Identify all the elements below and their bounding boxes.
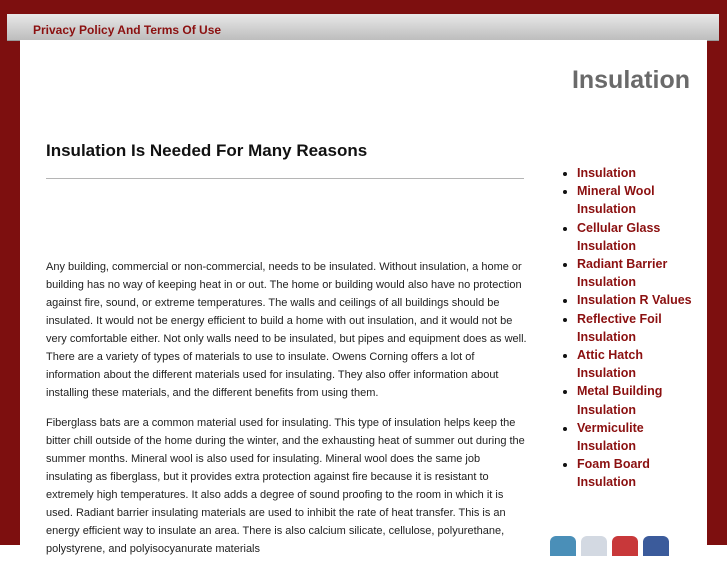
article-paragraph: Fiberglass bats are a common material used for insulating. This type of insulation helps keep the bitter chill outside of the home during the winter, and the exhausting heat of summer out during the summer months. Mineral wool is also used for insulating. Mineral wool does the same job insulating as fiberglass, but it provides extra protection against fire because it is resistant to extremely high temperatures. It also adds a degree of sound proofing to the room in which it is used. Radiant barrier insulating materials are used to inhibit the rate of heat transfer. This is an energy efficient way to insulate an area. There is also calcium silicate, cellulose, polyurethane, polystyrene, and polyisocyanurate materials <box>46 417 525 555</box>
title-divider <box>46 178 524 179</box>
sidebar-item <box>577 291 699 309</box>
sidebar-link-mineral-wool[interactable]: Mineral Wool Insulation <box>577 184 655 217</box>
twitter-icon[interactable] <box>550 536 576 556</box>
sidebar-item <box>577 219 699 255</box>
article-body <box>46 258 528 570</box>
stumbleupon-icon[interactable] <box>581 536 607 556</box>
sidebar-nav <box>559 164 699 492</box>
content-panel <box>20 40 707 555</box>
sidebar-link-vermiculite[interactable]: Vermiculite Insulation <box>577 420 644 454</box>
sidebar-link-reflective-foil[interactable]: Reflective Foil Insulation <box>577 311 662 344</box>
facebook-icon[interactable] <box>643 536 669 556</box>
social-icons <box>550 536 674 556</box>
sidebar-item <box>577 182 699 218</box>
sidebar-item <box>577 255 699 291</box>
sidebar-item <box>577 164 699 182</box>
post-title: Insulation Is Needed For Many Reasons <box>46 141 368 160</box>
sidebar-item <box>577 310 699 346</box>
sidebar-link-metal-building[interactable]: Metal Building Insulation <box>577 384 663 417</box>
sidebar-item <box>577 455 699 491</box>
sidebar-item <box>577 419 699 455</box>
sidebar-link-cellular-glass[interactable]: Cellular Glass Insulation <box>577 220 661 253</box>
sidebar-item <box>577 382 699 418</box>
privacy-policy-link[interactable]: Privacy Policy And Terms Of Use <box>33 23 222 37</box>
sidebar-link-attic-hatch[interactable]: Attic Hatch Insulation <box>577 348 643 381</box>
site-title[interactable]: Insulation <box>571 66 690 94</box>
googleplus-icon[interactable] <box>612 536 638 556</box>
article-paragraph: Any building, commercial or non-commercial, needs to be insulated. Without insulation, a home or building has no way of keeping heat in or out. The home or building would also have no protection against fire, sound, or extreme temperatures. The walls and ceilings of all buildings should be insulated. It would not be energy efficient to build a home with out insulation, and it would not be very comfortable either. Not only walls need to be insulated, but pipes and equipment does as well. There are a variety of types of materials to use to insulate. Owens Corning offers a lot of information about the different materials used for insulating. They also offer information about installing these materials, and the different benefits from using them. <box>46 261 527 399</box>
sidebar-link-r-values[interactable]: Insulation R Values <box>577 293 692 308</box>
sidebar-link-foam-board[interactable]: Foam Board Insulation <box>577 457 650 490</box>
sidebar-item <box>577 346 699 382</box>
sidebar-link-radiant-barrier[interactable]: Radiant Barrier Insulation <box>577 257 668 290</box>
sidebar-link-insulation[interactable]: Insulation <box>577 166 637 180</box>
top-bar <box>7 14 719 41</box>
